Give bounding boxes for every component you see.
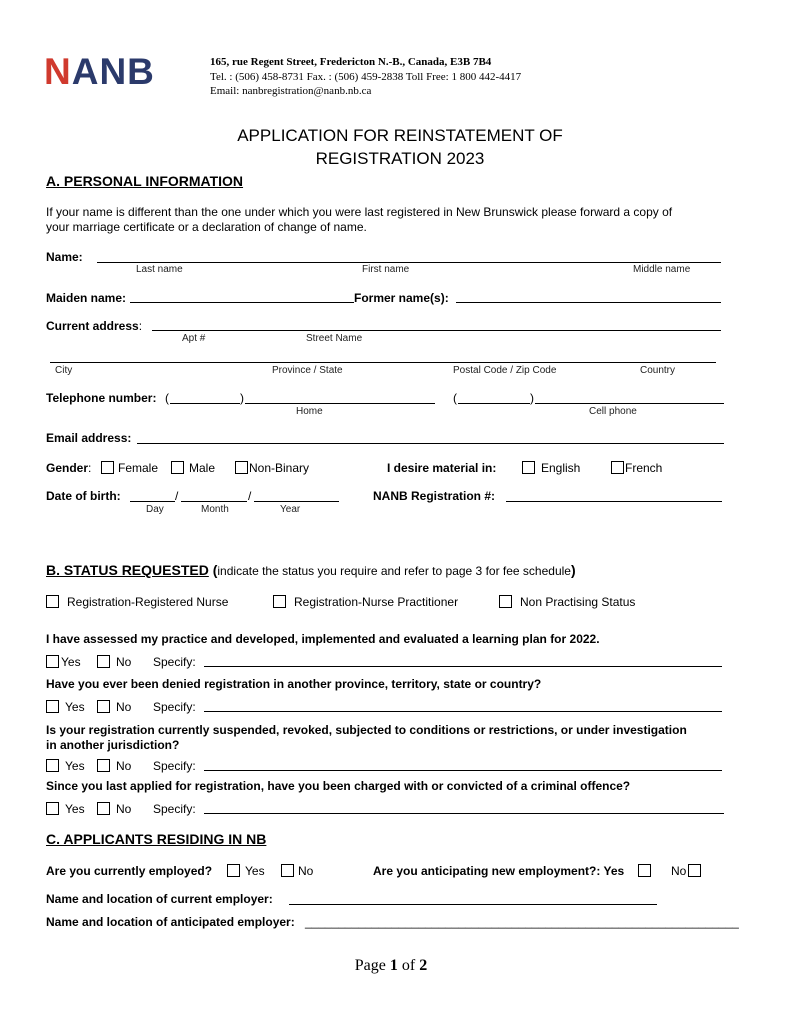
address-street-field[interactable] [152, 330, 721, 331]
material-french-label: French [625, 461, 663, 475]
status-np-label: Registration-Nurse Practitioner [294, 595, 459, 609]
title-line-2: REGISTRATION 2023 [315, 149, 485, 168]
current-employer-label: Name and location of current employer: [46, 892, 273, 906]
address-colon: : [138, 319, 143, 333]
section-a-intro-1: If your name is different than the one under which you were last registered in New Brunswick please forward a copy of [46, 205, 673, 219]
maiden-name-label: Maiden name: [46, 291, 127, 305]
section-a-intro-2: your marriage certificate or a declaration of change of name. [46, 220, 367, 234]
title-line-1: APPLICATION FOR REINSTATEMENT OF [237, 126, 563, 145]
question-learning-plan: I have assessed my practice and developed, implemented and evaluated a learning plan for 2022. [46, 632, 600, 646]
q1-specify-label: Specify: [153, 655, 196, 669]
former-names-label: Former name(s): [354, 291, 449, 305]
page-number [0, 957, 782, 975]
q1-yes-label: Yes [61, 655, 81, 669]
q2-no-checkbox[interactable] [97, 700, 110, 713]
page-total: 2 [419, 957, 428, 974]
first-name-caption: First name [362, 264, 410, 275]
middle-name-caption: Middle name [633, 264, 691, 275]
current-employer-field[interactable] [289, 904, 657, 905]
q1-no-label: No [116, 655, 132, 669]
nanb-logo [44, 52, 155, 92]
cell-phone-field[interactable] [535, 403, 724, 404]
section-b-paren-open: ( [212, 562, 218, 578]
q1-no-checkbox[interactable] [97, 655, 110, 668]
header-email: Email: nanbregistration@nanb.nb.ca [210, 85, 372, 97]
dob-slash-1: / [175, 489, 179, 503]
gender-nonbinary-label: Non-Binary [249, 461, 310, 475]
anticipating-yes-checkbox[interactable] [638, 864, 651, 877]
q2-specify-label: Specify: [153, 700, 196, 714]
gender-colon: : [88, 461, 92, 475]
anticipating-employment-question [373, 864, 624, 878]
page-current: 1 [389, 957, 398, 974]
street-caption: Street Name [306, 333, 363, 344]
anticipating-no-label: No [671, 864, 687, 878]
gender-nonbinary-checkbox[interactable] [235, 461, 248, 474]
material-french-checkbox[interactable] [611, 461, 624, 474]
header-address: 165, rue Regent Street, Fredericton N.-B., Canada, E3B 7B4 [210, 56, 492, 68]
telephone-label: Telephone number: [46, 391, 157, 405]
postal-caption: Postal Code / Zip Code [453, 365, 557, 376]
q4-specify-label: Specify: [153, 802, 196, 816]
q4-yes-label: Yes [65, 802, 85, 816]
nanb-registration-label: NANB Registration #: [373, 489, 496, 503]
gender-label: Gender [46, 461, 89, 475]
dob-label: Date of birth: [46, 489, 121, 503]
cell-area-open: ( [453, 391, 457, 405]
q4-specify-field[interactable] [204, 813, 724, 814]
question-suspended-line-2: in another jurisdiction? [46, 738, 180, 752]
month-caption: Month [201, 504, 229, 515]
dob-month-field[interactable] [181, 501, 247, 502]
question-denied-registration: Have you ever been denied registration in another province, territory, state or country? [46, 677, 542, 691]
country-caption: Country [640, 365, 676, 376]
gender-male-label: Male [189, 461, 216, 475]
material-english-label: English [541, 461, 581, 475]
anticipating-question-text: Are you anticipating new employment?: Yes [373, 864, 625, 878]
cell-area-close: ) [530, 391, 534, 405]
material-english-checkbox[interactable] [522, 461, 535, 474]
section-b-heading-row [46, 562, 576, 578]
city-caption: City [55, 365, 73, 376]
home-area-open: ( [165, 391, 169, 405]
gender-row [46, 461, 91, 475]
section-b-paren-close: ) [570, 562, 576, 578]
address-label-text: Current address [46, 319, 139, 333]
q3-no-checkbox[interactable] [97, 759, 110, 772]
currently-employed-question: Are you currently employed? [46, 864, 213, 878]
address-city-field[interactable] [50, 362, 716, 363]
day-caption: Day [146, 504, 164, 515]
status-rn-checkbox[interactable] [46, 595, 59, 608]
q2-yes-checkbox[interactable] [46, 700, 59, 713]
q4-no-label: No [116, 802, 132, 816]
status-non-practising-label: Non Practising Status [520, 595, 636, 609]
home-area-code-field[interactable] [170, 403, 240, 404]
anticipated-employer-label: Name and location of anticipated employer: [46, 915, 295, 929]
gender-male-checkbox[interactable] [171, 461, 184, 474]
status-np-checkbox[interactable] [273, 595, 286, 608]
header-phone: Tel. : (506) 458-8731 Fax. : (506) 459-2838 Toll Free: 1 800 442-4417 [210, 71, 522, 83]
last-name-caption: Last name [136, 264, 183, 275]
q3-yes-checkbox[interactable] [46, 759, 59, 772]
q1-specify-field[interactable] [204, 666, 722, 667]
q2-specify-field[interactable] [204, 711, 722, 712]
q2-yes-label: Yes [65, 700, 85, 714]
section-a-heading: A. PERSONAL INFORMATION [46, 173, 244, 189]
name-label: Name: [46, 250, 83, 264]
maiden-name-field[interactable] [130, 302, 354, 303]
q3-yes-label: Yes [65, 759, 85, 773]
q4-yes-checkbox[interactable] [46, 802, 59, 815]
section-b-note: indicate the status you require and refer to page 3 for fee schedule [217, 564, 571, 578]
page-prefix: Page [354, 957, 390, 974]
apt-caption: Apt # [182, 333, 206, 344]
email-label: Email address: [46, 431, 132, 445]
name-field[interactable] [97, 262, 721, 263]
former-names-field[interactable] [456, 302, 721, 303]
dob-year-field[interactable] [254, 501, 339, 502]
status-rn-label: Registration-Registered Nurse [67, 595, 229, 609]
page-title [0, 126, 800, 169]
q3-specify-label: Specify: [153, 759, 196, 773]
question-suspended-line-1: Is your registration currently suspended, revoked, subjected to conditions or restrictions, or under investigation [46, 723, 687, 737]
q4-no-checkbox[interactable] [97, 802, 110, 815]
question-criminal-offence: Since you last applied for registration, have you been charged with or convicted of a criminal offence? [46, 779, 631, 793]
home-phone-field[interactable] [245, 403, 435, 404]
home-caption: Home [296, 406, 323, 417]
cell-area-code-field[interactable] [458, 403, 530, 404]
current-address-label [46, 319, 142, 333]
year-caption: Year [280, 504, 301, 515]
home-area-close: ) [240, 391, 244, 405]
material-label: I desire material in: [387, 461, 497, 475]
gender-female-checkbox[interactable] [101, 461, 114, 474]
section-c-heading: C. APPLICANTS RESIDING IN NB [46, 831, 267, 847]
gender-female-label: Female [118, 461, 159, 475]
employed-yes-label: Yes [245, 864, 265, 878]
employed-no-label: No [298, 864, 314, 878]
anticipated-employer-field[interactable]: _________________________________________________________________ [305, 915, 739, 929]
nanb-registration-field[interactable] [506, 501, 722, 502]
q3-specify-field[interactable] [204, 770, 722, 771]
dob-slash-2: / [248, 489, 252, 503]
logo-letter: N [44, 51, 72, 92]
employed-no-checkbox[interactable] [281, 864, 294, 877]
status-non-practising-checkbox[interactable] [499, 595, 512, 608]
province-caption: Province / State [272, 365, 343, 376]
employed-yes-checkbox[interactable] [227, 864, 240, 877]
q3-no-label: No [116, 759, 132, 773]
anticipating-no-checkbox[interactable] [688, 864, 701, 877]
email-field[interactable] [137, 443, 724, 444]
dob-day-field[interactable] [130, 501, 175, 502]
logo-letters: ANB [71, 51, 155, 92]
q1-yes-checkbox[interactable] [46, 655, 59, 668]
page-of: of [397, 957, 420, 974]
section-b-heading: B. STATUS REQUESTED [46, 562, 209, 578]
cell-caption: Cell phone [589, 406, 637, 417]
q2-no-label: No [116, 700, 132, 714]
